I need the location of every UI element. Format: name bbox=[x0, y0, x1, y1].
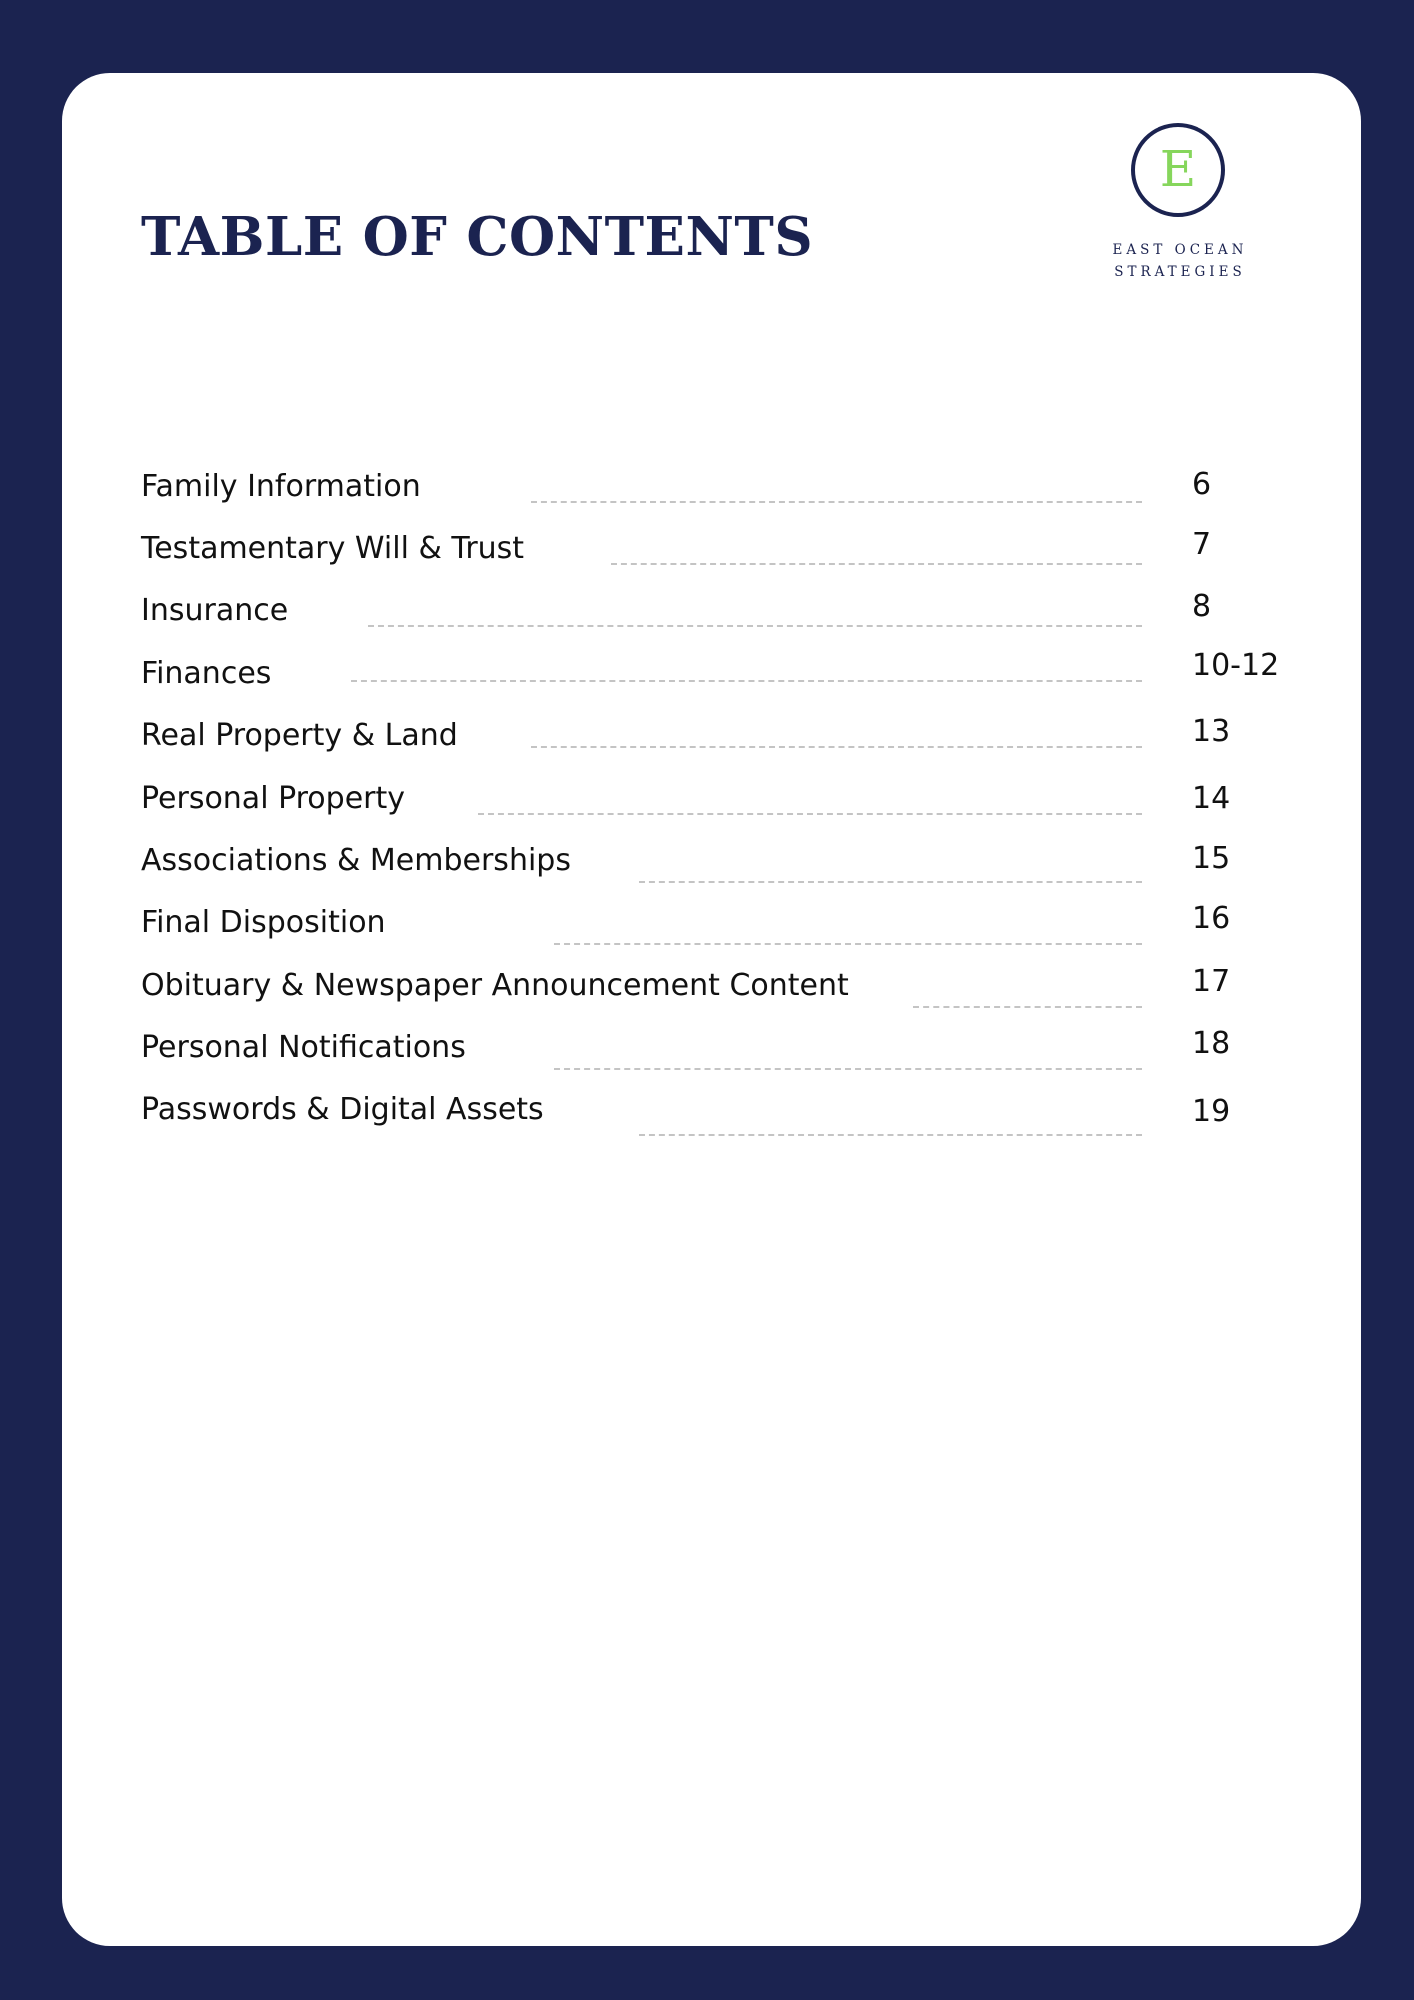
toc-entry[interactable] bbox=[141, 529, 1271, 569]
toc-entry[interactable] bbox=[141, 467, 1271, 507]
toc-entry-label: Final Disposition bbox=[141, 905, 386, 940]
toc-entry-label: Personal Notifications bbox=[141, 1030, 466, 1065]
toc-entry[interactable] bbox=[141, 1090, 1271, 1130]
logo-line-2: STRATEGIES bbox=[1114, 264, 1246, 280]
toc-entry-label: Personal Property bbox=[141, 781, 406, 816]
toc-entry-page: 7 bbox=[1192, 527, 1212, 562]
page-card bbox=[62, 73, 1361, 1946]
toc-dot-leader bbox=[639, 1134, 1142, 1136]
toc-entry[interactable] bbox=[141, 648, 1280, 694]
toc-entry-page: 17 bbox=[1192, 964, 1231, 999]
toc-entry-page: 15 bbox=[1192, 841, 1231, 876]
toc-entry-page: 10-12 bbox=[1192, 648, 1280, 683]
toc-entry-label: Finances bbox=[141, 656, 272, 691]
toc-entry[interactable] bbox=[141, 779, 1271, 819]
toc-dot-leader bbox=[351, 680, 1142, 682]
toc-entry-label: Family Information bbox=[141, 469, 421, 504]
toc-entry[interactable] bbox=[141, 1028, 1271, 1068]
toc-dot-leader bbox=[639, 881, 1142, 883]
toc-entry-page: 16 bbox=[1192, 901, 1231, 936]
toc-entry-page: 18 bbox=[1192, 1026, 1231, 1061]
toc-entry-label: Real Property & Land bbox=[141, 718, 458, 753]
toc-dot-leader bbox=[554, 1068, 1142, 1070]
toc-dot-leader bbox=[368, 625, 1142, 627]
toc-dot-leader bbox=[531, 501, 1142, 503]
company-logo bbox=[1102, 123, 1254, 283]
toc-entry[interactable] bbox=[141, 716, 1271, 756]
toc-entry-label: Insurance bbox=[141, 593, 289, 628]
page-title: TABLE OF CONTENTS bbox=[141, 206, 814, 268]
toc-entry-page: 13 bbox=[1192, 714, 1231, 749]
toc-entry[interactable] bbox=[141, 966, 1271, 1006]
toc-entry[interactable] bbox=[141, 591, 1271, 631]
toc-dot-leader bbox=[611, 563, 1142, 565]
toc-dot-leader bbox=[478, 813, 1142, 815]
toc-entry-page: 14 bbox=[1192, 781, 1231, 816]
toc-entry-label: Associations & Memberships bbox=[141, 843, 571, 878]
toc-entry-page: 19 bbox=[1192, 1094, 1231, 1129]
logo-emblem bbox=[1131, 123, 1225, 217]
toc-entry-page: 8 bbox=[1192, 589, 1212, 624]
logo-line-1: EAST OCEAN bbox=[1112, 242, 1248, 258]
toc-entry[interactable] bbox=[141, 841, 1271, 881]
toc-dot-leader bbox=[913, 1006, 1142, 1008]
toc-entry-label: Passwords & Digital Assets bbox=[141, 1092, 544, 1127]
toc-dot-leader bbox=[531, 746, 1142, 748]
logo-letter: E bbox=[1159, 140, 1197, 198]
toc-entry-page: 6 bbox=[1192, 467, 1212, 502]
logo-wordmark bbox=[1102, 239, 1254, 283]
toc-dot-leader bbox=[554, 943, 1142, 945]
toc-entry-label: Testamentary Will & Trust bbox=[141, 531, 525, 566]
toc-entry-label: Obituary & Newspaper Announcement Content bbox=[141, 968, 849, 1003]
toc-entry[interactable] bbox=[141, 903, 1271, 943]
